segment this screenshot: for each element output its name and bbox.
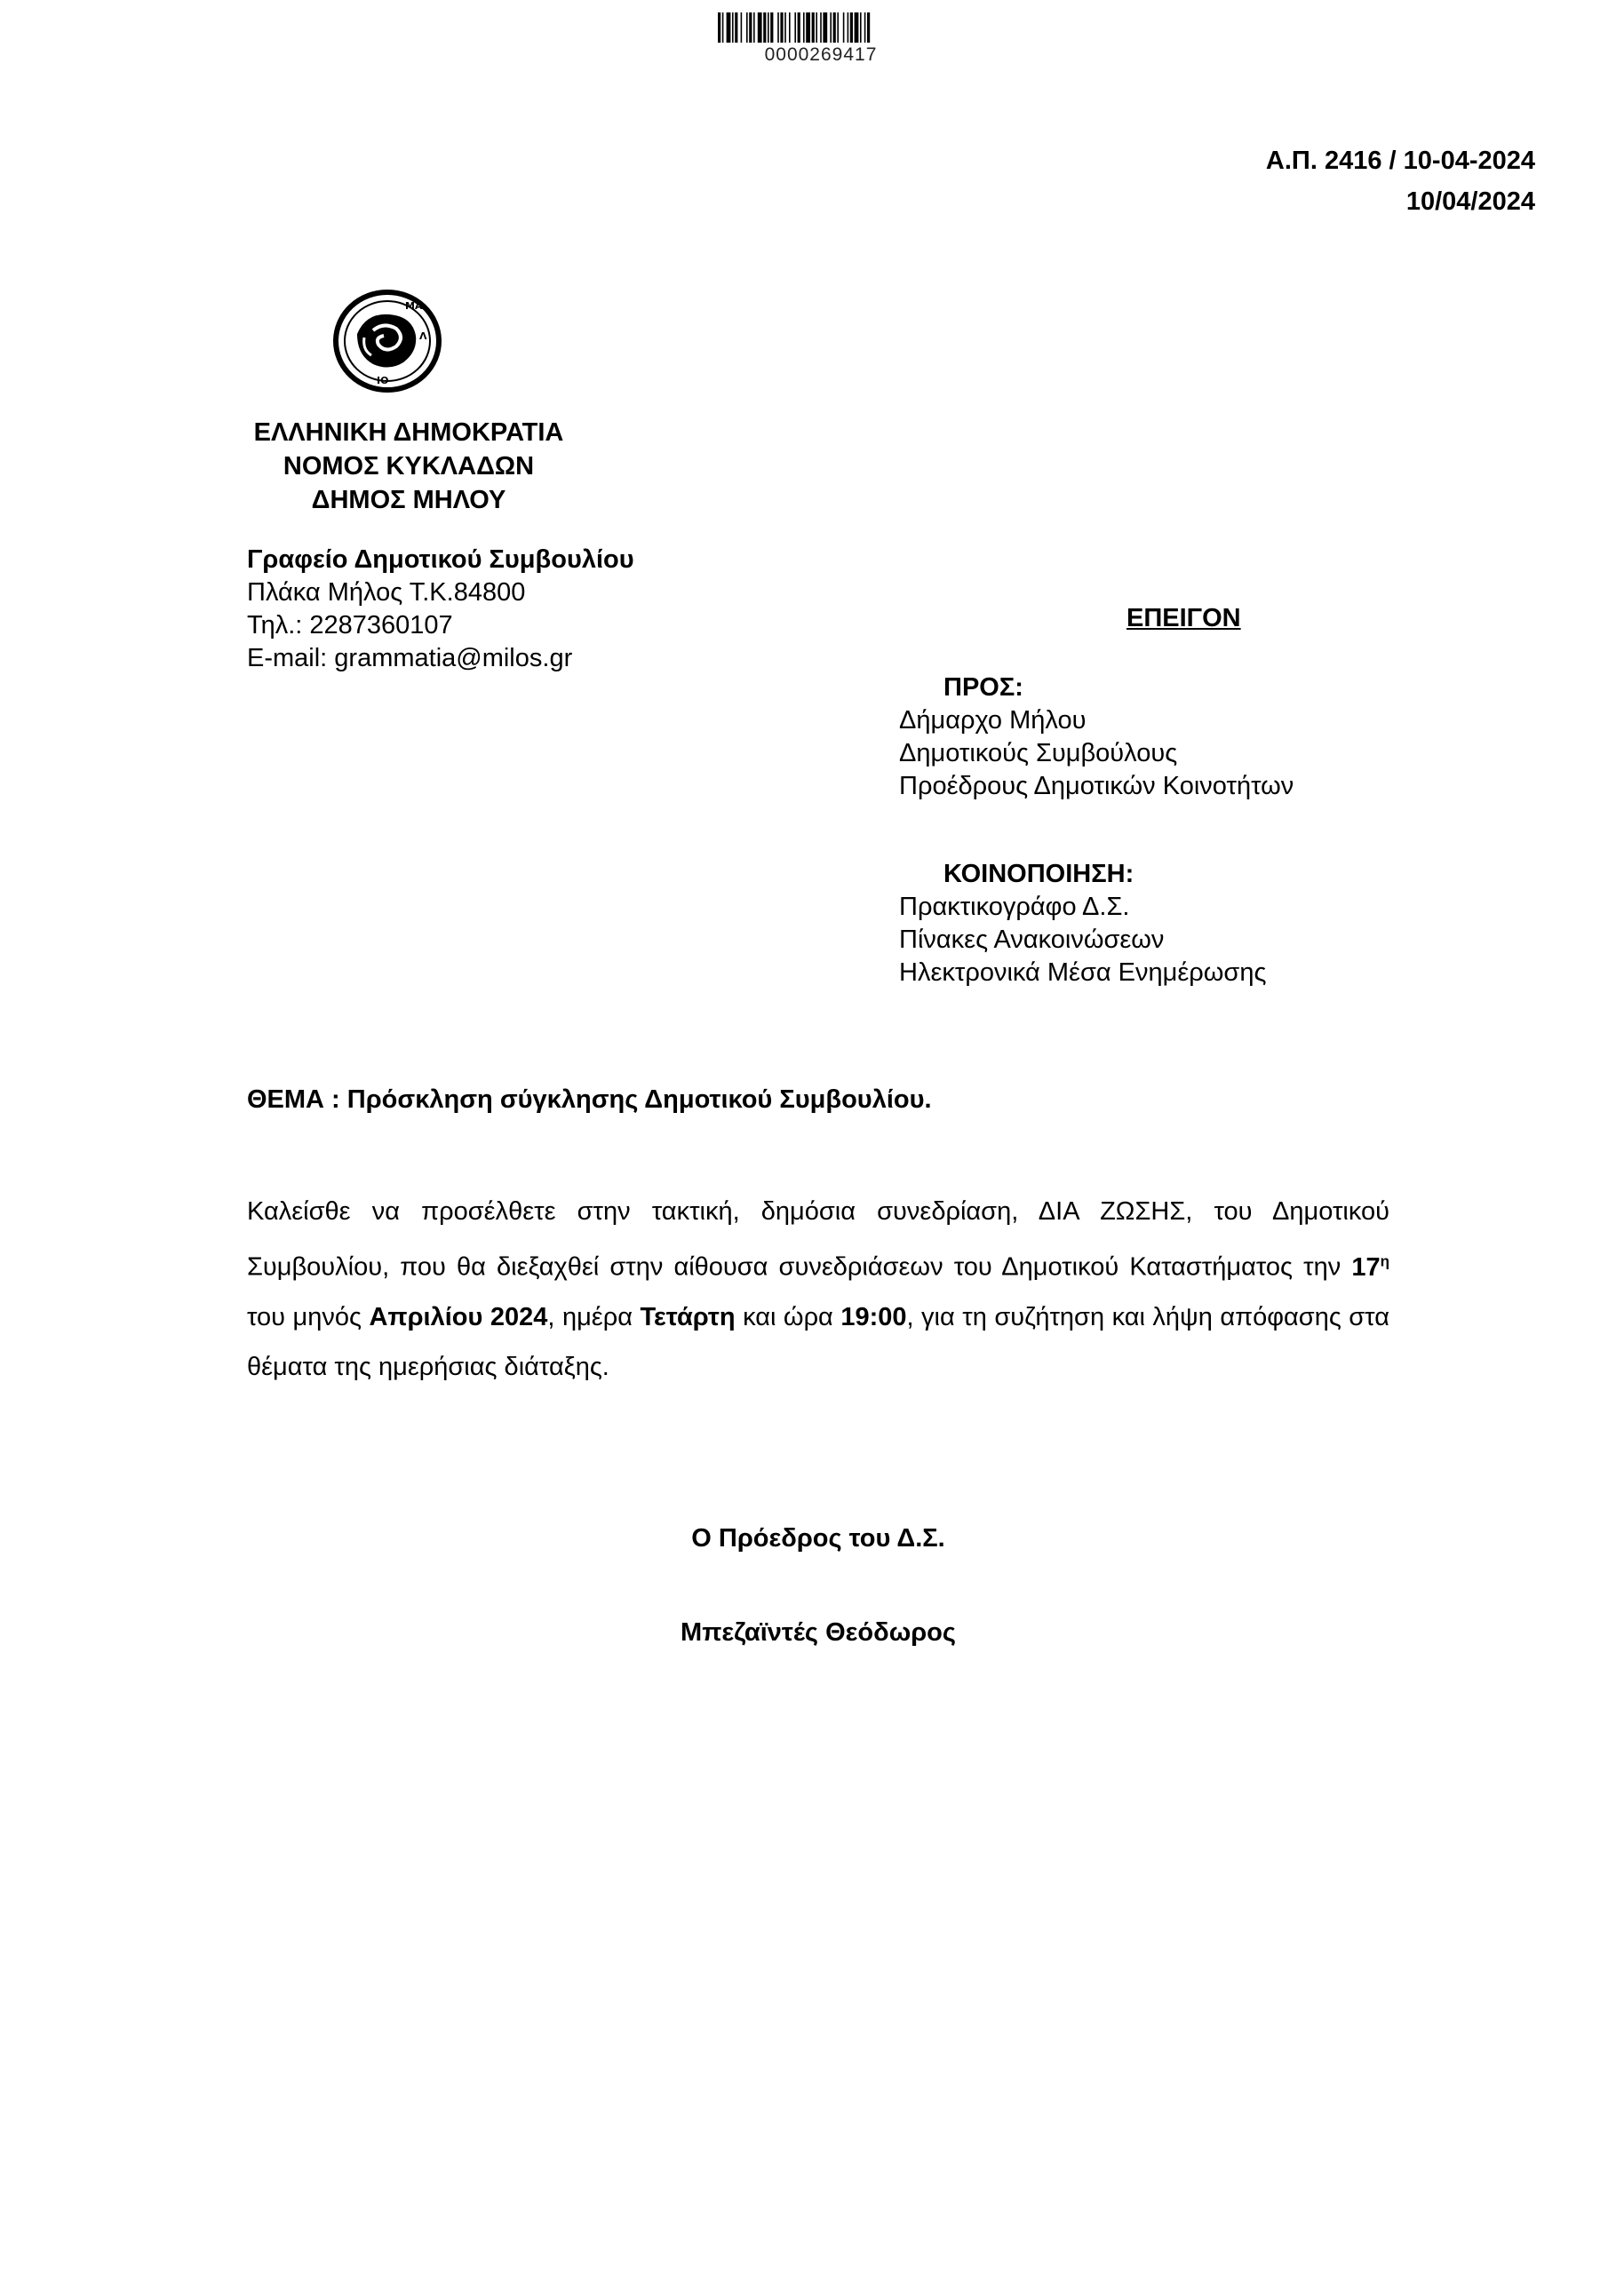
protocol-date: 10/04/2024 (1405, 187, 1535, 216)
office-email: E-mail: grammatia@milos.gr (247, 644, 573, 672)
protocol-block (1266, 140, 1535, 222)
office-address: Πλάκα Μήλος Τ.Κ.84800 (247, 578, 526, 607)
recipient-item: Προέδρους Δημοτικών Κοινοτήτων (899, 772, 1294, 800)
body-text: Καλείσθε να προσέλθετε στην τακτική, δημόσια συνεδρίαση, ΔΙΑ ΖΩΣΗΣ, του Δημοτικού Συμβουλίου, που θα διεξαχθεί στην αίθουσα συνεδριάσεων του Δημοτικού Καταστήματος την (247, 1197, 1389, 1282)
cc-item: Πίνακες Ανακοινώσεων (899, 926, 1165, 954)
meeting-month: Απριλίου 2024 (369, 1302, 548, 1331)
milos-coin-seal-icon (330, 288, 444, 394)
issuer-header (222, 416, 595, 517)
meeting-day: $17^\eta$ (1351, 1252, 1390, 1282)
office-contact (247, 544, 634, 675)
barcode-number: 0000269417 (764, 44, 878, 65)
office-phone: Τηλ.: 2287360107 (247, 611, 453, 640)
recipient-item: Δημοτικούς Συμβούλους (899, 739, 1178, 767)
body-text: , για τη συζήτηση και λήψη απόφασης στα θέματα της ημερήσιας διάταξης. (247, 1302, 1389, 1381)
cc-item: Ηλεκτρονικά Μέσα Ενημέρωσης (899, 958, 1267, 987)
signatory-name: Μπεζαϊντές Θεόδωρος (681, 1618, 956, 1647)
to-label: ΠΡΟΣ: (943, 673, 1023, 702)
invitation-body (247, 1187, 1389, 1392)
body-text: του μηνός (247, 1302, 362, 1331)
barcode-icon (718, 12, 924, 43)
meeting-time: 19:00 (840, 1302, 907, 1331)
urgent-label: ΕΠΕΙΓΟΝ (1126, 604, 1241, 632)
subject-line: ΘΕΜΑ : Πρόσκληση σύγκλησης Δημοτικού Συμβουλίου. (247, 1085, 932, 1114)
cc-item: Πρακτικογράφο Δ.Σ. (899, 893, 1130, 921)
meeting-weekday: Τετάρτη (640, 1302, 736, 1331)
header-republic: ΕΛΛΗΝΙΚΗ ΔΗΜΟΚΡΑΤΙΑ (253, 418, 564, 447)
recipient-item: Δήμαρχο Μήλου (899, 706, 1087, 735)
recipients-cc (899, 858, 1266, 989)
body-text: και ώρα (743, 1302, 833, 1331)
header-municipality: ΔΗΜΟΣ ΜΗΛΟΥ (311, 486, 506, 514)
body-text: , ημέρα (547, 1302, 633, 1331)
svg-text:ΜΑ: ΜΑ (405, 300, 423, 312)
svg-text:ΙΟ: ΙΟ (377, 375, 389, 386)
office-name: Γραφείο Δημοτικού Συμβουλίου (247, 545, 634, 574)
svg-text:Λ: Λ (419, 330, 427, 342)
recipients-to (899, 671, 1294, 803)
protocol-number: Α.Π. 2416 / 10-04-2024 (1265, 147, 1535, 175)
cc-label: ΚΟΙΝΟΠΟΙΗΣΗ: (943, 860, 1134, 888)
signatory-title: Ο Πρόεδρος του Δ.Σ. (691, 1524, 945, 1553)
header-prefecture: ΝΟΜΟΣ ΚΥΚΛΑΔΩΝ (283, 452, 535, 481)
